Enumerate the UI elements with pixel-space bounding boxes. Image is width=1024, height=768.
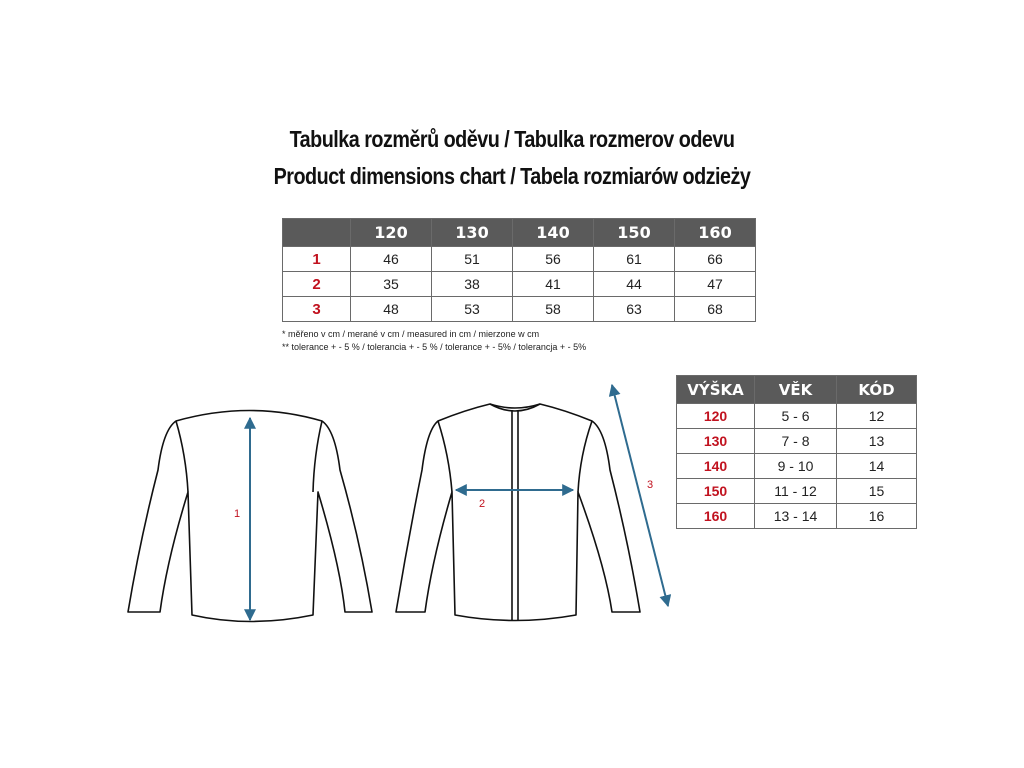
jacket-front-right-seam xyxy=(578,421,592,492)
age-cell: 5 - 6 xyxy=(755,404,837,429)
table-cell: 35 xyxy=(351,272,432,297)
measurement-label-2: 2 xyxy=(479,498,486,510)
table-cell: 48 xyxy=(351,297,432,322)
measurement-label: 1 xyxy=(283,247,351,272)
age-cell: 11 - 12 xyxy=(755,479,837,504)
code-cell: 13 xyxy=(837,429,917,454)
jacket-front-left-seam xyxy=(438,421,452,492)
measurement-arrow-3 xyxy=(612,385,668,606)
age-header-code: KÓD xyxy=(837,376,917,404)
measurement-label-3: 3 xyxy=(647,479,654,491)
dimensions-header-size: 130 xyxy=(432,219,513,247)
age-header-age: VĚK xyxy=(755,376,837,404)
dimensions-header-size: 140 xyxy=(513,219,594,247)
age-cell: 7 - 8 xyxy=(755,429,837,454)
dimensions-header-size: 120 xyxy=(351,219,432,247)
table-cell: 41 xyxy=(513,272,594,297)
height-cell: 160 xyxy=(677,504,755,529)
table-cell: 38 xyxy=(432,272,513,297)
height-cell: 120 xyxy=(677,404,755,429)
dimensions-header-size: 150 xyxy=(594,219,675,247)
height-cell: 130 xyxy=(677,429,755,454)
chart-title-line-2: Product dimensions chart / Tabela rozmiarów odzieży xyxy=(273,163,751,189)
table-cell: 63 xyxy=(594,297,675,322)
code-cell: 12 xyxy=(837,404,917,429)
code-cell: 16 xyxy=(837,504,917,529)
table-cell: 44 xyxy=(594,272,675,297)
table-cell: 47 xyxy=(675,272,756,297)
height-cell: 140 xyxy=(677,454,755,479)
measurement-label-1: 1 xyxy=(234,508,241,520)
measurement-label: 2 xyxy=(283,272,351,297)
table-cell: 66 xyxy=(675,247,756,272)
jacket-back-left-seam xyxy=(176,421,188,492)
dimensions-header-size: 160 xyxy=(675,219,756,247)
jacket-back-right-seam xyxy=(313,421,322,492)
tolerance-note: ** tolerance + - 5 % / tolerancia + - 5 % / tolerance + - 5% / tolerancja + - 5% xyxy=(282,342,587,352)
age-cell: 13 - 14 xyxy=(755,504,837,529)
chart-title-line-1: Tabulka rozměrů oděvu / Tabulka rozmerov odevu xyxy=(289,126,735,152)
height-cell: 150 xyxy=(677,479,755,504)
measurement-unit-note: * měřeno v cm / merané v cm / measured in cm / mierzone w cm xyxy=(282,329,540,339)
table-cell: 61 xyxy=(594,247,675,272)
jacket-front-view xyxy=(396,404,640,621)
table-cell: 46 xyxy=(351,247,432,272)
table-cell: 53 xyxy=(432,297,513,322)
age-cell: 9 - 10 xyxy=(755,454,837,479)
table-cell: 58 xyxy=(513,297,594,322)
age-header-height: VÝŠKA xyxy=(677,376,755,404)
table-cell: 51 xyxy=(432,247,513,272)
table-cell: 68 xyxy=(675,297,756,322)
measurement-label: 3 xyxy=(283,297,351,322)
table-cell: 56 xyxy=(513,247,594,272)
code-cell: 15 xyxy=(837,479,917,504)
code-cell: 14 xyxy=(837,454,917,479)
